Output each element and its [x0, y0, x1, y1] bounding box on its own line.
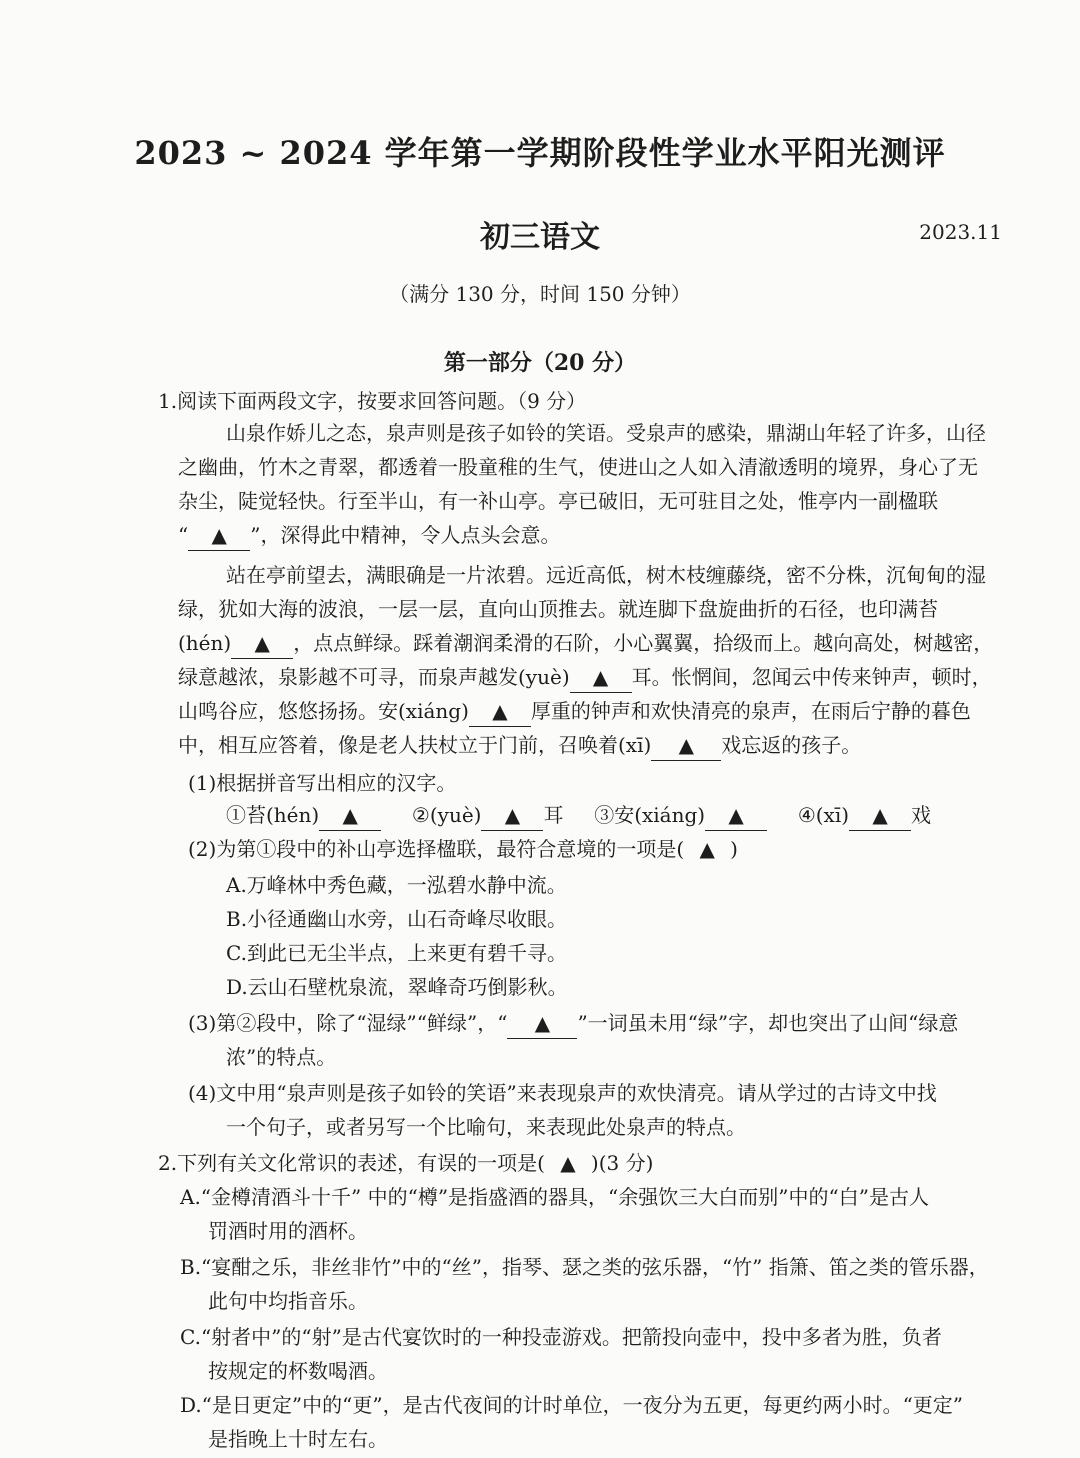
- answer-blank[interactable]: ▲: [507, 1008, 577, 1039]
- q2-option-a-line1: A.“金樽清酒斗十千” 中的“樽”是指盛酒的器具，“余强饮三大白而别”中的“白”是古人: [180, 1185, 929, 1209]
- q2-option-d-line2: 是指晚上十时左右。: [208, 1427, 388, 1451]
- q1-sub2-option-a: A.万峰林中秀色藏，一泓碧水静中流。: [226, 873, 567, 897]
- q1-p2-line1: 站在亭前望去，满眼确是一片浓碧。远近高低，树木枝缠藤绕，密不分株，沉甸甸的湿: [226, 563, 986, 587]
- score-info: （满分 130 分，时间 150 分钟）: [389, 282, 691, 306]
- answer-blank[interactable]: ▲: [570, 662, 632, 693]
- q1-p2-line2: 绿，犹如大海的波浪，一层一层，直向山顶推去。就连脚下盘旋曲折的石径，也印满苔: [178, 597, 938, 621]
- q1-p1-line3: 杂尘，陡觉轻快。行至半山，有一补山亭。亭已破旧，无可驻目之处，惟亭内一副楹联: [178, 489, 938, 513]
- q2-option-c-line2: 按规定的杯数喝酒。: [208, 1359, 388, 1383]
- answer-blank[interactable]: ▲: [481, 800, 543, 831]
- subject-title: 初三语文: [480, 220, 600, 255]
- answer-blank[interactable]: ▲: [849, 800, 911, 831]
- q1-p1-line1: 山泉作娇儿之态，泉声则是孩子如铃的笑语。受泉声的感染，鼎湖山年轻了许多，山径: [226, 421, 986, 445]
- answer-blank[interactable]: ▲: [651, 730, 721, 761]
- answer-blank[interactable]: ▲: [231, 628, 293, 659]
- q1-p1-line2: 之幽曲，竹木之青翠，都透着一股童稚的生气，使进山之人如入清澈透明的境界，身心了无: [178, 455, 978, 479]
- q1-sub2-option-b: B.小径通幽山水旁，山石奇峰尽收眼。: [226, 907, 568, 931]
- q1-sub3: (3)第②段中，除了“湿绿”“鲜绿”，“ ▲ ”一词虽未用“绿”字，却也突出了山间“绿意: [188, 1008, 958, 1039]
- q2-stem: 2.下列有关文化常识的表述，有误的一项是( ▲ )(3 分): [158, 1148, 653, 1178]
- section-heading: 第一部分（20 分）: [443, 350, 637, 376]
- q1-p1-line4: “ ▲ ”，深得此中精神，令人点头会意。: [178, 520, 560, 551]
- q1-stem: 1.阅读下面两段文字，按要求回答问题。（9 分）: [158, 389, 587, 413]
- answer-blank[interactable]: ▲: [469, 696, 531, 727]
- q1-sub1: (1)根据拼音写出相应的汉字。: [188, 771, 457, 795]
- answer-blank[interactable]: ▲: [705, 800, 767, 831]
- answer-blank[interactable]: ▲: [188, 520, 250, 551]
- q2-option-a-line2: 罚酒时用的酒杯。: [208, 1219, 368, 1243]
- q2-option-d-line1: D.“是日更定”中的“更”，是古代夜间的计时单位，一夜分为五更，每更约两小时。“更定”: [180, 1393, 964, 1417]
- q1-sub1-items: ①苔(hén) ▲ ②(yuè) ▲ 耳 ③安(xiáng) ▲ ④(xī) ▲ 戏: [226, 800, 931, 831]
- q2-option-b-line2: 此句中均指音乐。: [208, 1289, 368, 1313]
- q1-sub4-line1: (4)文中用“泉声则是孩子如铃的笑语”来表现泉声的欢快清亮。请从学过的古诗文中找: [188, 1081, 937, 1105]
- q1-p2-line3: (hén) ▲ ，点点鲜绿。踩着潮润柔滑的石阶，小心翼翼，拾级而上。越向高处，树越密，: [178, 628, 993, 659]
- answer-blank[interactable]: ▲: [560, 1151, 576, 1175]
- exam-date: 2023.11: [919, 220, 1002, 244]
- q1-sub4-line2: 一个句子，或者另写一个比喻句，来表现此处泉声的特点。: [226, 1115, 746, 1139]
- q1-sub2-option-c: C.到此已无尘半点，上来更有碧千寻。: [226, 941, 567, 965]
- q1-p2-line6: 中，相互应答着，像是老人扶杖立于门前，召唤着(xī) ▲ 戏忘返的孩子。: [178, 730, 861, 761]
- answer-blank[interactable]: ▲: [699, 837, 715, 861]
- q2-option-c-line1: C.“射者中”的“射”是古代宴饮时的一种投壶游戏。把箭投向壶中，投中多者为胜，负者: [180, 1325, 942, 1349]
- exam-title: 2023 ~ 2024 学年第一学期阶段性学业水平阳光测评: [134, 134, 946, 172]
- q1-sub2: (2)为第①段中的补山亭选择楹联，最符合意境的一项是( ▲ ): [188, 834, 738, 864]
- q1-sub3-line2: 浓”的特点。: [226, 1045, 337, 1069]
- q1-p2-line4: 绿意越浓，泉影越不可寻，而泉声越发(yuè) ▲ 耳。怅惘间，忽闻云中传来钟声，顿时，: [178, 662, 992, 693]
- q1-p2-line5: 山鸣谷应，悠悠扬扬。安(xiáng) ▲ 厚重的钟声和欢快清亮的泉声，在雨后宁静的暮色: [178, 696, 971, 727]
- q1-sub2-option-d: D.云山石壁枕泉流，翠峰奇巧倒影秋。: [226, 975, 568, 999]
- q2-option-b-line1: B.“宴酣之乐，非丝非竹”中的“丝”，指琴、瑟之类的弦乐器，“竹” 指箫、笛之类的管乐器，: [180, 1255, 989, 1279]
- answer-blank[interactable]: ▲: [319, 800, 381, 831]
